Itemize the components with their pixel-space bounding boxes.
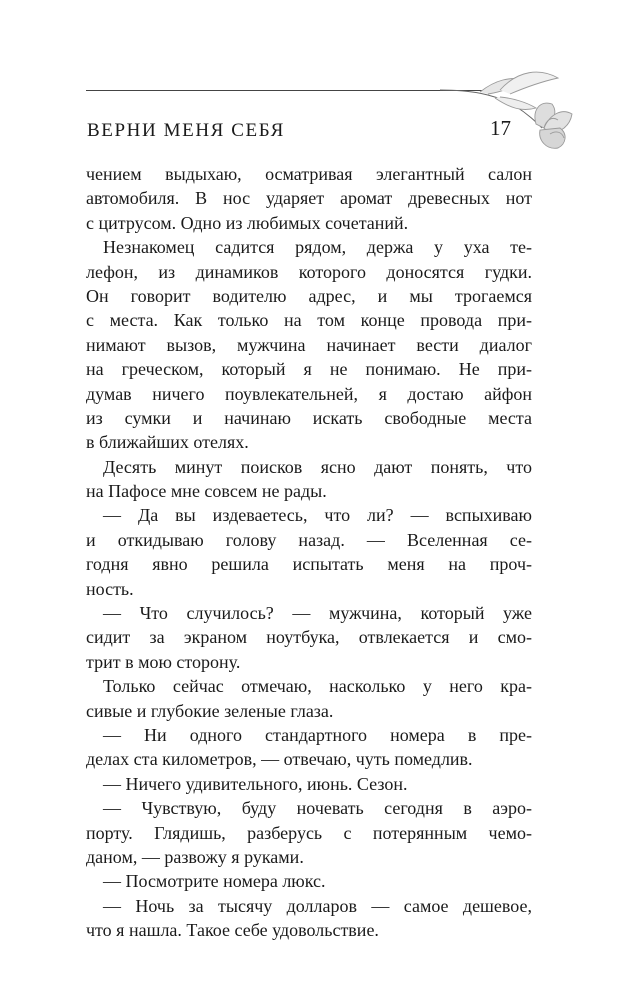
text-line: делах ста километров, — отвечаю, чуть помедлив. bbox=[86, 749, 473, 770]
text-line: что я нашла. Такое себе удовольствие. bbox=[86, 920, 379, 941]
text-line: — Что случилось? — мужчина, который уже bbox=[103, 603, 532, 624]
page-header bbox=[0, 0, 618, 160]
text-line: ность. bbox=[86, 578, 134, 599]
text-line: на Пафосе мне совсем не рады. bbox=[86, 481, 327, 502]
text-line: — Ни одного стандартного номера в пре- bbox=[103, 724, 532, 745]
tulip-icon bbox=[440, 68, 580, 163]
text-line: трит в мою сторону. bbox=[86, 651, 241, 672]
text-line: — Ничего удивительного, июнь. Сезон. bbox=[103, 773, 408, 794]
running-title: ВЕРНИ МЕНЯ СЕБЯ bbox=[87, 120, 285, 141]
text-line: нимают вызов, мужчина начинает вести диалог bbox=[86, 334, 532, 355]
page-number: 17 bbox=[490, 116, 511, 140]
text-line: лефон, из динамиков которого доносятся гудки. bbox=[86, 261, 532, 282]
text-line: — Чувствую, буду ночевать сегодня в аэро- bbox=[103, 798, 532, 819]
text-line: — Ночь за тысячу долларов — самое дешевое, bbox=[103, 895, 532, 916]
text-line: сивые и глубокие зеленые глаза. bbox=[86, 700, 334, 721]
text-line: с цитрусом. Одно из любимых сочетаний. bbox=[86, 212, 409, 233]
text-line: сидит за экраном ноутбука, отвлекается и смо- bbox=[86, 627, 532, 648]
text-line: с места. Как только на том конце провода при- bbox=[86, 310, 532, 331]
text-line: Он говорит водителю адрес, и мы трогаемся bbox=[86, 285, 532, 306]
text-line: Десять минут поисков ясно дают понять, что bbox=[103, 456, 532, 477]
text-line: чением выдыхаю, осматривая элегантный салон bbox=[86, 164, 532, 184]
text-line: — Посмотрите номера люкс. bbox=[103, 871, 326, 892]
text-line: — Да вы издеваетесь, что ли? — вспыхиваю bbox=[103, 505, 532, 526]
text-line: даном, — развожу я руками. bbox=[86, 846, 304, 867]
text-line: на греческом, который я не понимаю. Не при- bbox=[86, 359, 532, 380]
text-line: Незнакомец садится рядом, держа у уха те- bbox=[103, 237, 532, 258]
text-line: и откидываю голову назад. — Вселенная се- bbox=[86, 529, 532, 550]
text-line: в ближайших отелях. bbox=[86, 432, 249, 453]
header-rule bbox=[86, 90, 486, 91]
body-text bbox=[86, 162, 532, 943]
text-line: порту. Глядишь, разберусь с потерянным чемо- bbox=[86, 822, 532, 843]
text-line: годня явно решила испытать меня на проч- bbox=[86, 554, 532, 575]
text-line: из сумки и начинаю искать свободные места bbox=[86, 407, 532, 428]
text-line: Только сейчас отмечаю, насколько у него кра- bbox=[103, 676, 532, 697]
text-line: автомобиля. В нос ударяет аромат древесных нот bbox=[86, 188, 532, 209]
text-line: думав ничего поувлекательней, я достаю айфон bbox=[86, 383, 532, 404]
